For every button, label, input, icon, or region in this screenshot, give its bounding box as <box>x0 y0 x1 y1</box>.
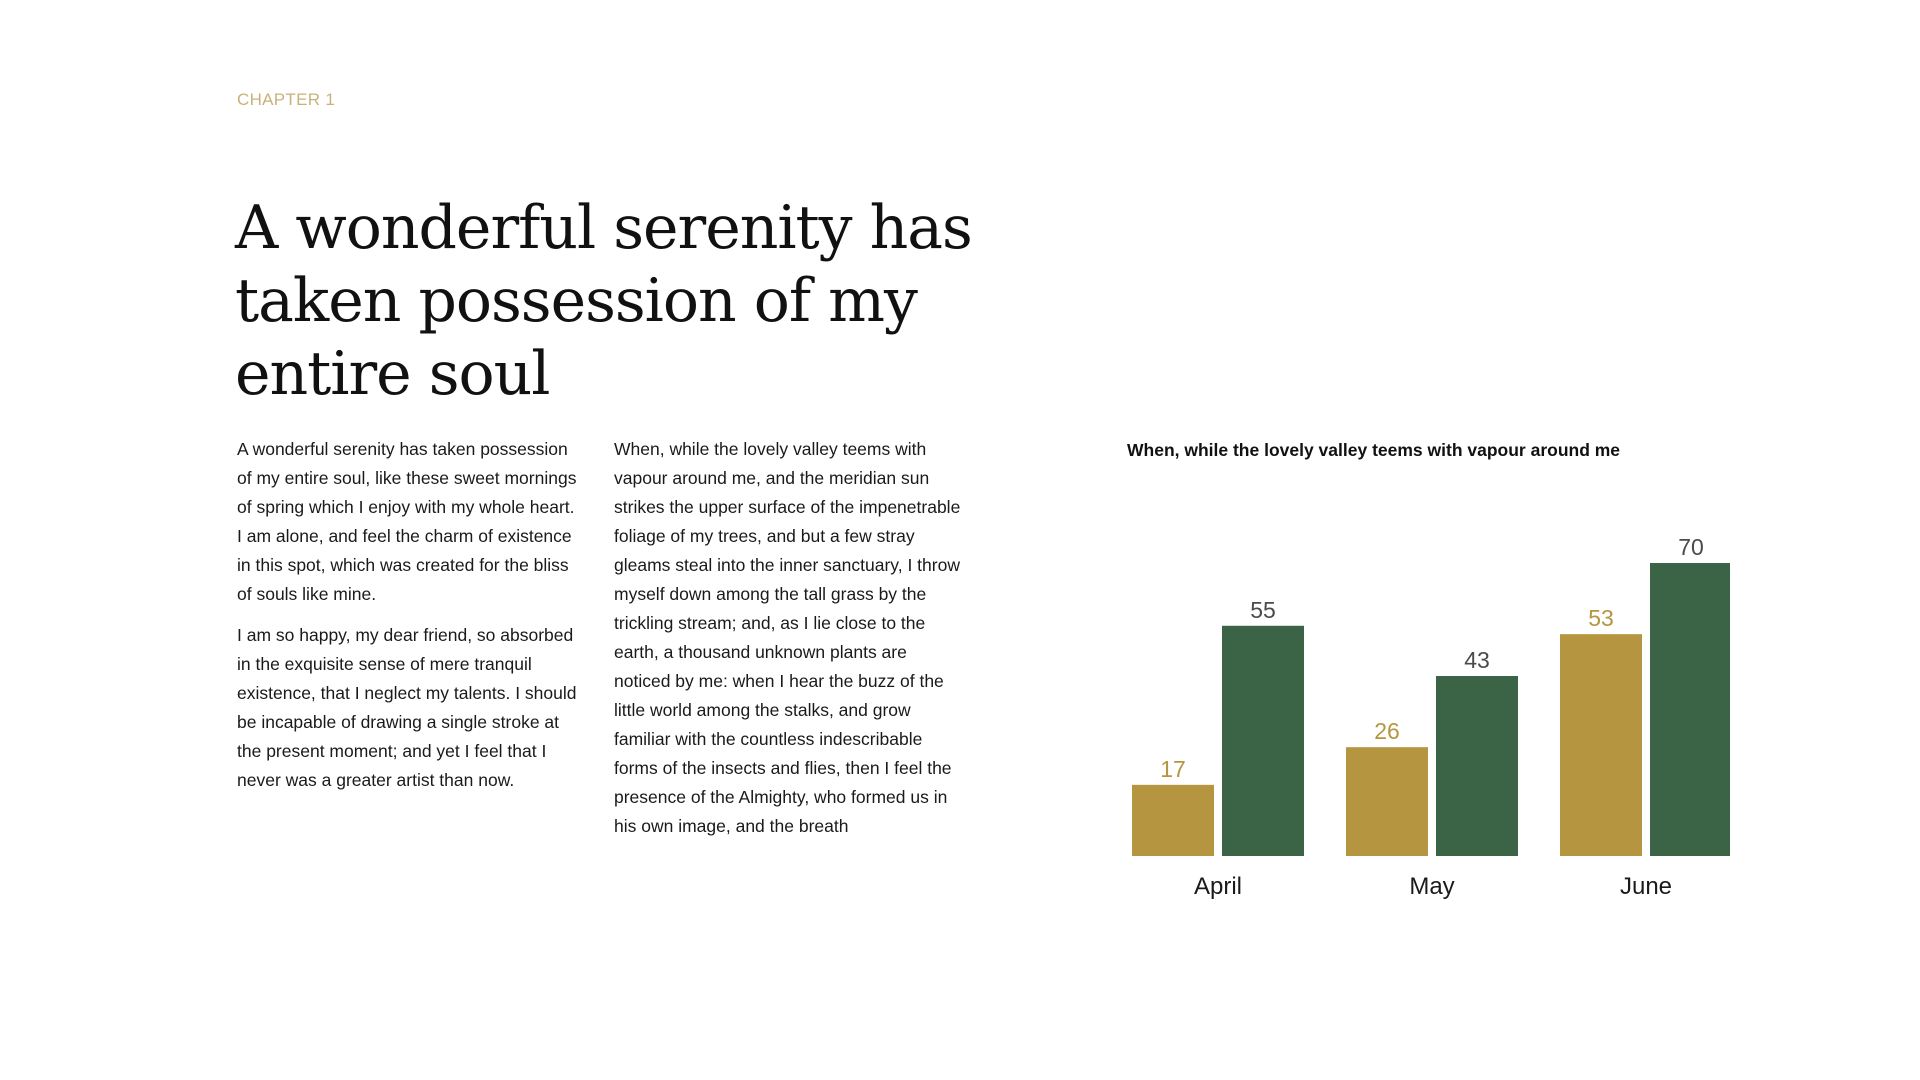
paragraph: A wonderful serenity has taken possession of my entire soul, like these sweet mornings of spring which I enjoy with my whole heart. I am alone, and feel the charm of existence in this spot, which was created for the bliss of souls like mine. <box>237 439 577 604</box>
bar-april-series-2 <box>1222 626 1304 856</box>
bar-chart <box>1100 510 1730 910</box>
paragraph: I am so happy, my dear friend, so absorbed in the exquisite sense of mere tranquil existence, that I neglect my talents. I should be incapable of drawing a single stroke at the present moment; and yet I feel that I never was a greater artist than now. <box>237 625 577 790</box>
text-column-right <box>614 435 964 853</box>
bar-may-series-2 <box>1436 676 1518 856</box>
x-tick-label: June <box>1619 873 1673 900</box>
chapter-label: CHAPTER 1 <box>237 90 336 109</box>
chart-title: When, while the lovely valley teems with vapour around me <box>1127 440 1621 460</box>
data-label: 70 <box>1678 534 1704 560</box>
x-tick-label: May <box>1409 873 1455 900</box>
bar-april-series-1 <box>1132 785 1214 856</box>
text-column-left <box>237 435 582 807</box>
bar-june-series-2 <box>1650 563 1730 856</box>
data-label: 53 <box>1588 605 1614 632</box>
paragraph: When, while the lovely valley teems with vapour around me, and the meridian sun strikes the upper surface of the impenetrable foliage of my trees, and but a few stray gleams steal into the inner sanctuary, I throw myself down among the tall grass by the trickling stream; and, as I lie close to the earth, a thousand unknown plants are noticed by me: when I hear the buzz of the little world among the stalks, and grow familiar with the countless indescribable forms of the insects and flies, then I feel the presence of the Almighty, who formed us in his own image, and the breath <box>614 439 961 836</box>
data-label: 55 <box>1250 596 1276 623</box>
data-label: 17 <box>1160 755 1186 782</box>
bar-may-series-1 <box>1346 747 1428 856</box>
x-tick-label: April <box>1193 873 1243 900</box>
page-title: A wonderful serenity has taken possession of my entire soul <box>235 193 972 409</box>
data-label: 43 <box>1464 647 1490 674</box>
data-label: 26 <box>1374 718 1400 745</box>
bar-june-series-1 <box>1560 634 1642 856</box>
